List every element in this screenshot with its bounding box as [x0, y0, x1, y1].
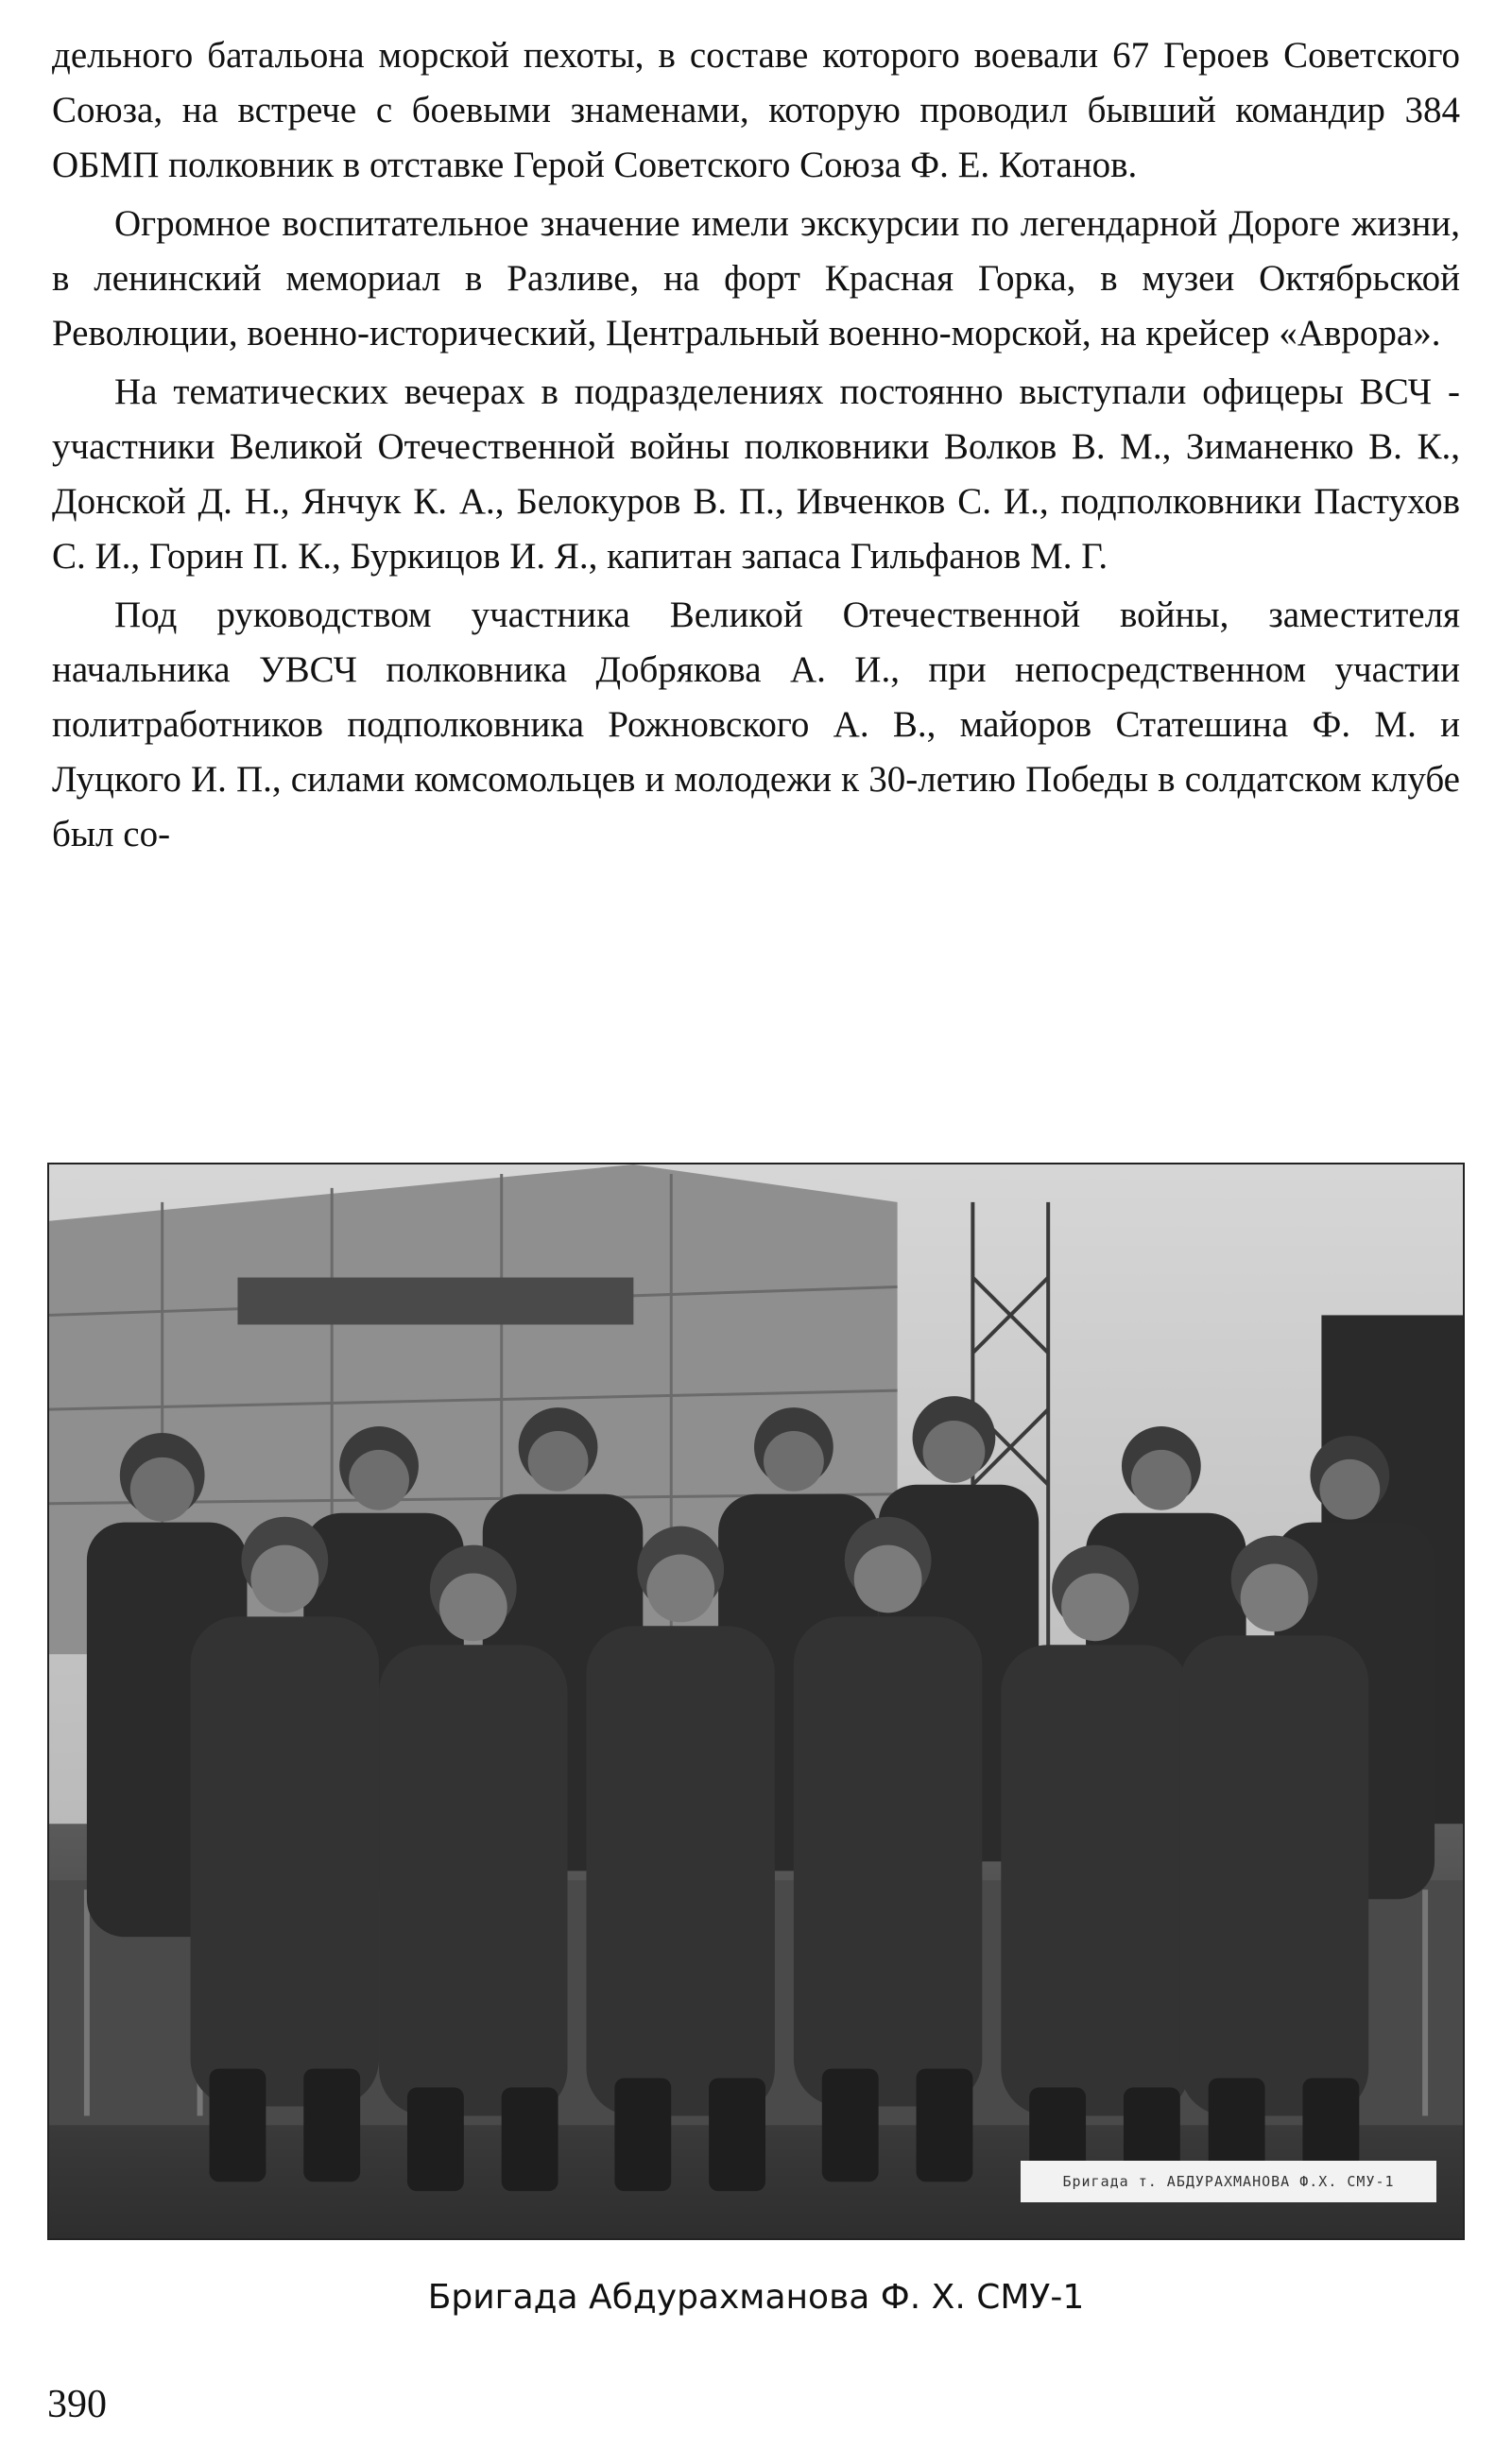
photo-caption: Бригада Абдурахманова Ф. Х. СМУ-1: [427, 2278, 1085, 2317]
photo-inscription: Бригада т. АБДУРАХМАНОВА Ф.Х. СМУ-1: [1021, 2161, 1436, 2202]
paragraph: Огромное воспитательное значение имели экскурсии по легендарной Дороге жизни, в ленинский мемориал в Разливе, на форт Красная Горка, в музеи Октябрьской Революции, военно-исторический, Центральный военно-морской, на крейсер «Аврора».: [52, 203, 1460, 354]
photo-illustration: [49, 1164, 1463, 2238]
paragraph: Под руководством участника Великой Отечественной войны, заместителя начальника УВСЧ полковника Добрякова А. И., при непосредственном участии политработников подполковника Рожновского А. В., майоров Статешина Ф. М. и Луцкого И. П., силами комсомольцев и молодежи к 30-летию Победы в солдатском клубе был со-: [52, 595, 1460, 854]
paragraph: На тематических вечерах в подразделениях постоянно выступали офицеры ВСЧ - участники Великой Отечественной войны полковники Волков В. М., Зиманенко В. К., Донской Д. Н., Янчук К. А., Белокуров В. П., Ивченков С. И., подполковники Пастухов С. И., Горин П. К., Буркицов И. Я., капитан запаса Гильфанов М. Г.: [52, 371, 1460, 577]
page-number: 390: [47, 2383, 107, 2426]
brigade-photo: [47, 1163, 1465, 2240]
body-text: [52, 28, 1460, 862]
paragraph-continued: дельного батальона морской пехоты, в составе которого воевали 67 Героев Советского Союза, на встрече с боевыми знаменами, которую проводил бывший командир 384 ОБМП полковник в отставке Герой Советского Союза Ф. Е. Котанов.: [52, 35, 1460, 185]
